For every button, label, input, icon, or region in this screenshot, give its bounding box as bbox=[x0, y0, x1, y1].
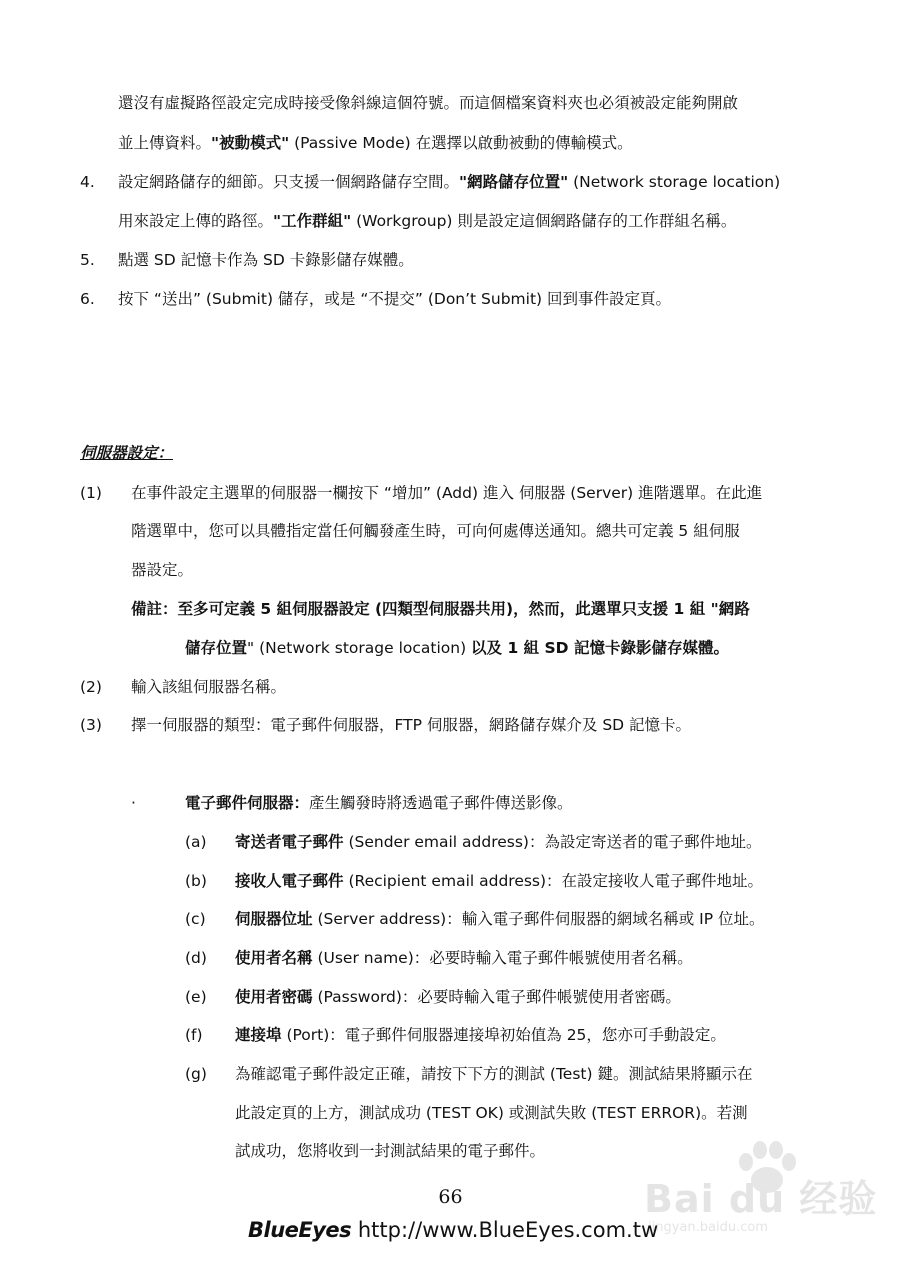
sub-c-label: (c) bbox=[185, 910, 206, 928]
sub-d-label: (d) bbox=[185, 949, 207, 967]
network-storage-term: "網路儲存位置" bbox=[459, 173, 569, 191]
sub-c-term: 伺服器位址 bbox=[235, 910, 313, 928]
sub-e-desc: (Password)：必要時輸入電子郵件帳號使用者密碼。 bbox=[312, 988, 681, 1006]
section-heading: 伺服器設定： bbox=[80, 444, 174, 462]
note-storage-term: 儲存位置 bbox=[185, 639, 248, 657]
sub-c-desc: (Server address)：輸入電子郵件伺服器的網域名稱或 IP 位址。 bbox=[312, 910, 765, 928]
step-5-text: 點選 SD 記憶卡作為 SD 卡錄影儲存媒體。 bbox=[118, 251, 414, 269]
watermark-sub: jingyan.baidu.com bbox=[648, 1220, 768, 1235]
step-4-text: 設定網路儲存的細節。只支援一個網路儲存空間。 bbox=[118, 173, 460, 191]
intro-line-2 bbox=[118, 132, 633, 154]
watermark-main: Bai du 经验 bbox=[644, 1177, 878, 1221]
sub-b-term: 接收人電子郵件 bbox=[235, 872, 344, 890]
step-4-line-2 bbox=[118, 210, 736, 232]
sub-e-label: (e) bbox=[185, 988, 207, 1006]
item-3-number: (3) bbox=[80, 716, 102, 734]
note-english-term: " (Network storage location) bbox=[247, 639, 472, 657]
step-6-text: 按下 “送出” (Submit) 儲存，或是 “不提交” (Don’t Submit) 回到事件設定頁。 bbox=[118, 290, 672, 308]
sub-g-line-2: 此設定頁的上方，測試成功 (TEST OK) 或測試失敗 (TEST ERROR)。若測 bbox=[235, 1104, 748, 1122]
workgroup-term: "工作群組" bbox=[273, 212, 352, 230]
item-1-number: (1) bbox=[80, 484, 102, 502]
sub-a-desc: (Sender email address)：為設定寄送者的電子郵件地址。 bbox=[343, 833, 762, 851]
email-server-line bbox=[185, 792, 573, 814]
email-server-desc: 產生觸發時將透過電子郵件傳送影像。 bbox=[309, 794, 573, 812]
sub-d-term: 使用者名稱 bbox=[235, 949, 313, 967]
sub-d-desc: (User name)：必要時輸入電子郵件帳號使用者名稱。 bbox=[312, 949, 693, 967]
step-4-line-1 bbox=[118, 171, 780, 193]
item-2-number: (2) bbox=[80, 678, 102, 696]
sub-g-line-1: 為確認電子郵件設定正確，請按下下方的測試 (Test) 鍵。測試結果將顯示在 bbox=[235, 1065, 753, 1083]
footer-url[interactable]: http://www.BlueEyes.com.tw bbox=[357, 1218, 659, 1242]
step-4-text-tail: (Network storage location) bbox=[568, 173, 781, 191]
intro-line-1: 還沒有虛擬路徑設定完成時接受像斜線這個符號。而這個檔案資料夾也必須被設定能夠開啟 bbox=[118, 94, 739, 112]
step-6-number: 6. bbox=[80, 290, 95, 308]
footer bbox=[248, 1218, 658, 1242]
sub-f-text bbox=[235, 1024, 726, 1046]
step-4-text-2-tail: (Workgroup) 則是設定這個網路儲存的工作群組名稱。 bbox=[351, 212, 737, 230]
sub-g-line-3: 試成功，您將收到一封測試結果的電子郵件。 bbox=[235, 1142, 546, 1160]
step-5-number: 5. bbox=[80, 251, 95, 269]
sub-c-text bbox=[235, 908, 764, 930]
sub-b-text bbox=[235, 870, 763, 892]
item-1-line-2: 階選單中，您可以具體指定當任何觸發產生時，可向何處傳送通知。總共可定義 5 組伺服 bbox=[131, 522, 740, 540]
sub-a-label: (a) bbox=[185, 833, 207, 851]
passive-mode-term: "被動模式" bbox=[211, 134, 290, 152]
sub-f-desc: (Port)：電子郵件伺服器連接埠初始值為 25，您亦可手動設定。 bbox=[281, 1026, 726, 1044]
email-bullet: · bbox=[131, 794, 136, 812]
note-line-2 bbox=[185, 637, 729, 659]
step-4-number: 4. bbox=[80, 173, 95, 191]
sub-a-term: 寄送者電子郵件 bbox=[235, 833, 344, 851]
sub-d-text bbox=[235, 947, 693, 969]
note-line-1: 備註：至多可定義 5 組伺服器設定 (四類型伺服器共用)，然而，此選單只支援 1 組 "網路 bbox=[131, 600, 750, 618]
sub-a-text bbox=[235, 831, 761, 853]
item-1-line-3: 器設定。 bbox=[131, 561, 194, 579]
brand-logo: BlueEyes bbox=[248, 1218, 352, 1242]
email-server-title: 電子郵件伺服器： bbox=[185, 794, 310, 812]
intro-text: 並上傳資料。 bbox=[118, 134, 212, 152]
step-4-text-2: 用來設定上傳的路徑。 bbox=[118, 212, 274, 230]
sub-e-text bbox=[235, 986, 681, 1008]
item-3-text: 擇一伺服器的類型：電子郵件伺服器，FTP 伺服器，網路儲存媒介及 SD 記憶卡。 bbox=[131, 716, 692, 734]
sub-b-label: (b) bbox=[185, 872, 207, 890]
sub-e-term: 使用者密碼 bbox=[235, 988, 313, 1006]
sub-g-label: (g) bbox=[185, 1065, 207, 1083]
sub-b-desc: (Recipient email address)：在設定接收人電子郵件地址。 bbox=[343, 872, 764, 890]
sub-f-term: 連接埠 bbox=[235, 1026, 282, 1044]
note-tail: 以及 1 組 SD 記憶卡錄影儲存媒體。 bbox=[471, 639, 729, 657]
item-2-text: 輸入該組伺服器名稱。 bbox=[131, 678, 287, 696]
item-1-line-1: 在事件設定主選單的伺服器一欄按下 “增加” (Add) 進入 伺服器 (Server) 進階選單。在此進 bbox=[131, 484, 763, 502]
sub-f-label: (f) bbox=[185, 1026, 203, 1044]
page-number: 66 bbox=[438, 1186, 463, 1208]
intro-text-tail: (Passive Mode) 在選擇以啟動被動的傳輸模式。 bbox=[289, 134, 633, 152]
